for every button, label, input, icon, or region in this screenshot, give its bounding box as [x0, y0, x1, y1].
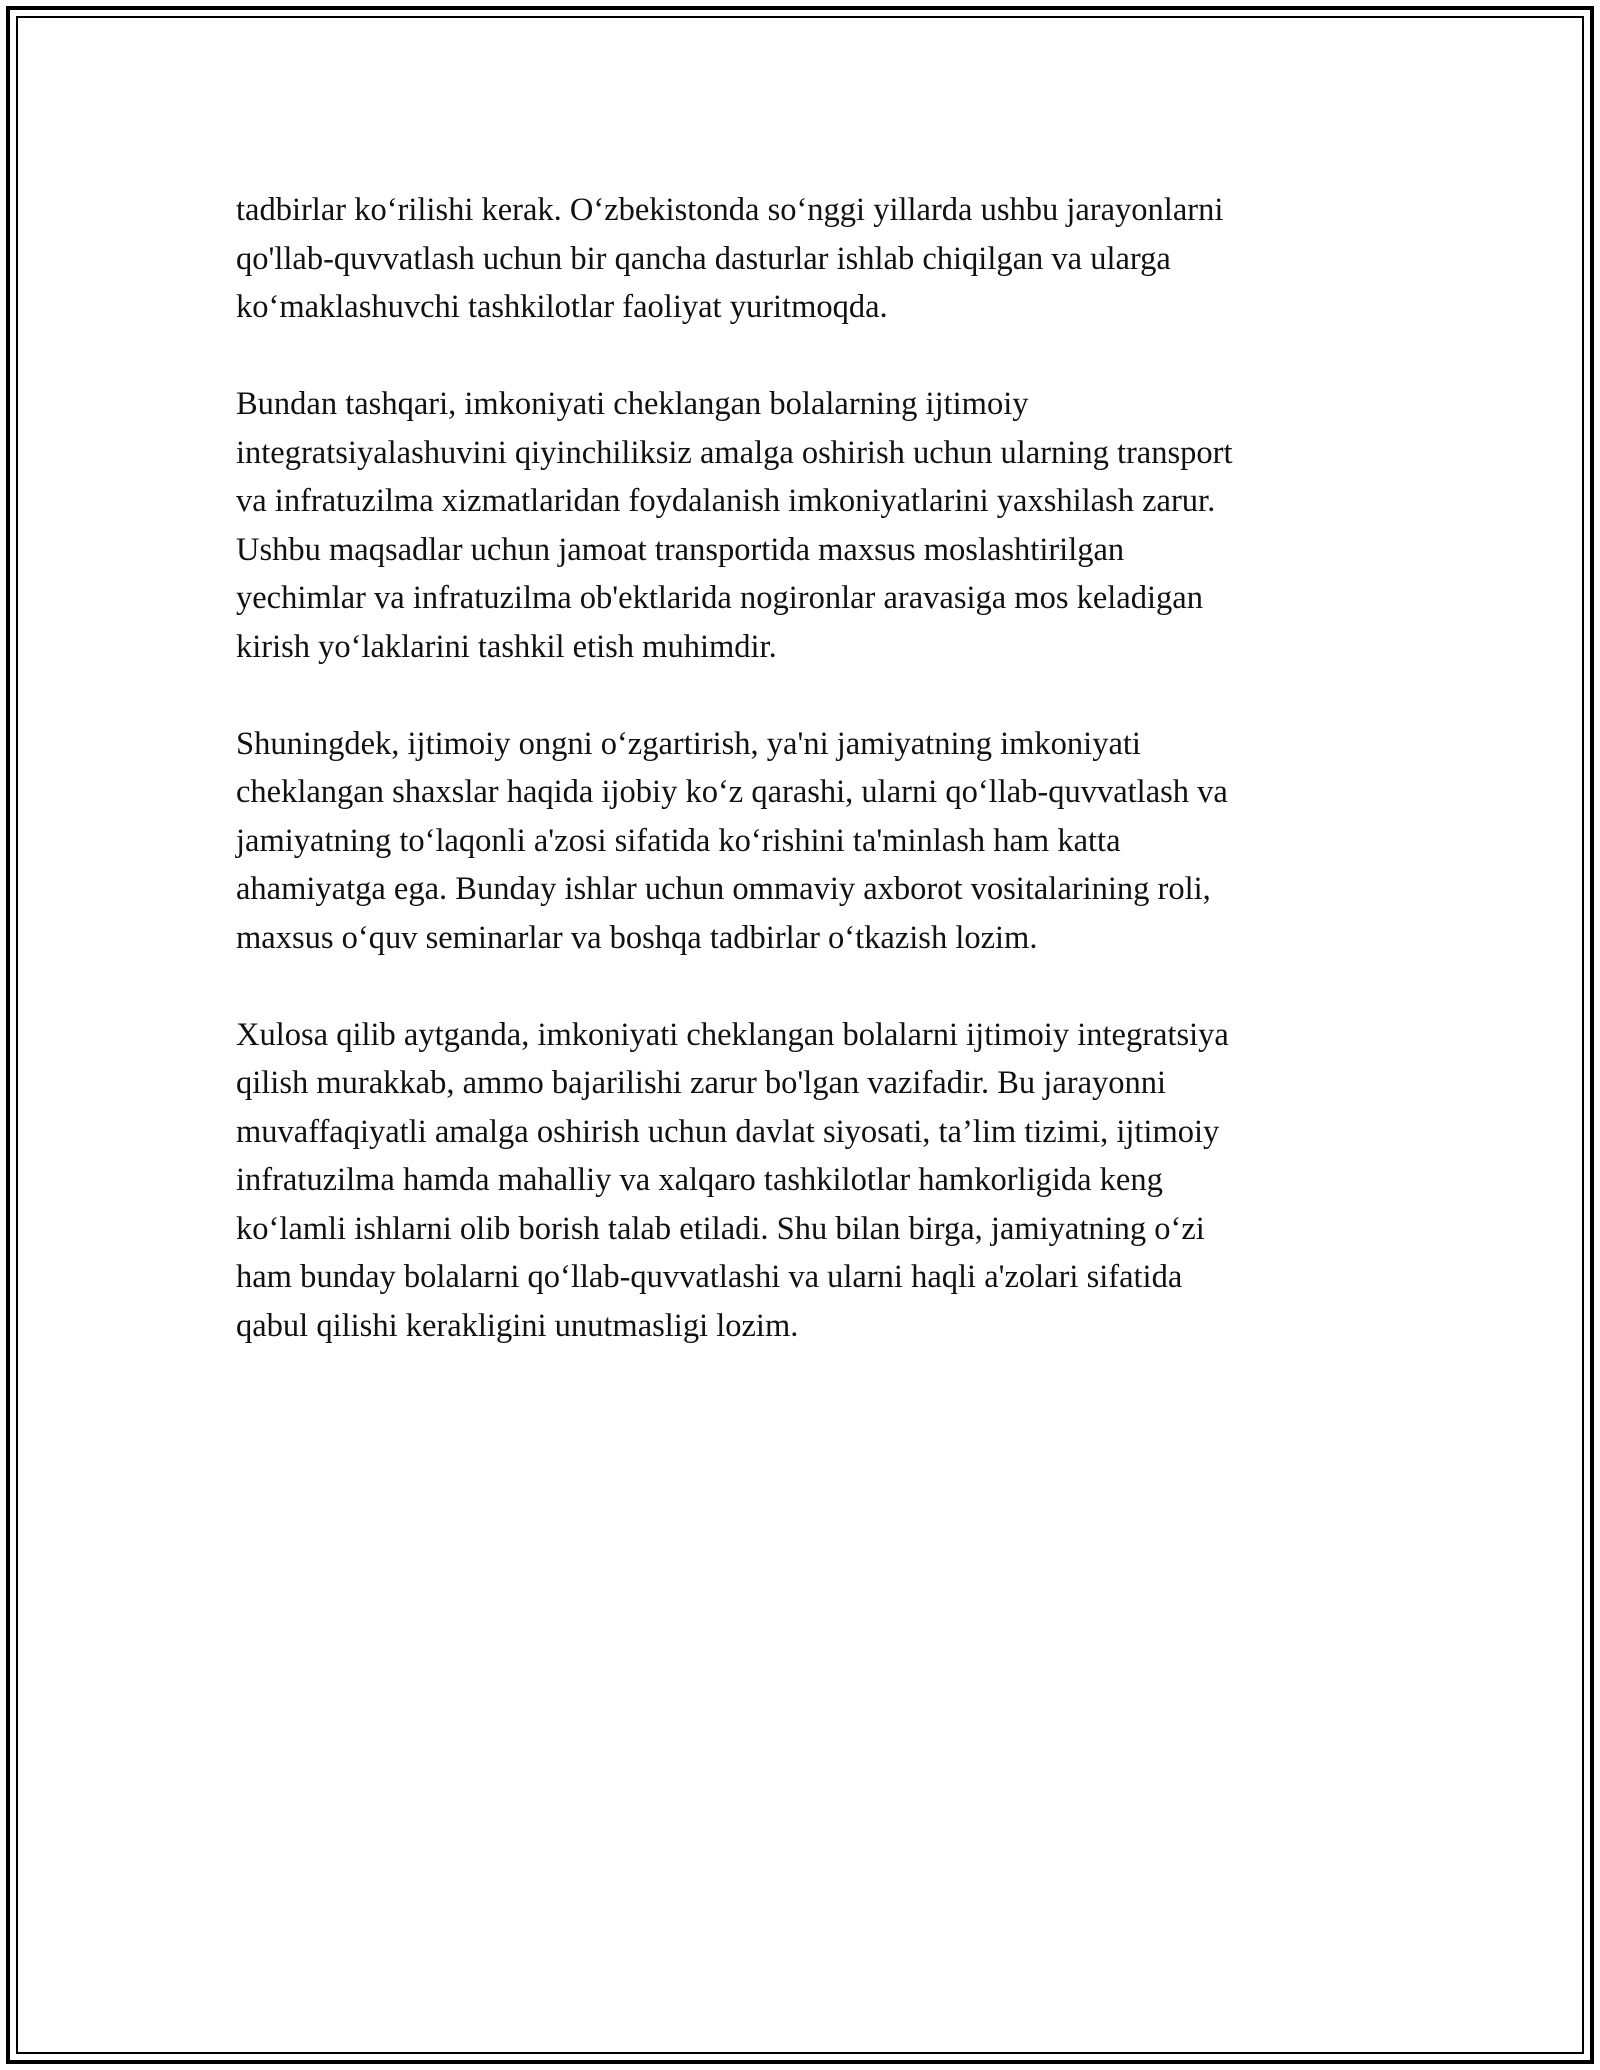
- text-line: Shuningdek, ijtimoiy ongni o‘zgartirish, ya'ni jamiyatning imkoniyati: [236, 725, 1141, 762]
- text-line: kirish yo‘laklarini tashkil etish muhimdir.: [236, 628, 777, 665]
- text-line: ko‘lamli ishlarni olib borish talab etiladi. Shu bilan birga, jamiyatning o‘zi: [236, 1210, 1205, 1247]
- paragraph-4: [236, 1011, 1370, 1351]
- text-line: infratuzilma hamda mahalliy va xalqaro tashkilotlar hamkorligida keng: [236, 1162, 1163, 1198]
- paragraph-1: [236, 186, 1370, 332]
- text-line: cheklangan shaxslar haqida ijobiy ko‘z qarashi, ularni qo‘llab-quvvatlash va: [236, 774, 1228, 810]
- document-body: [236, 186, 1370, 1399]
- text-line: va infratuzilma xizmatlaridan foydalanish imkoniyatlarini yaxshilash zarur.: [236, 483, 1216, 519]
- text-line: ko‘maklashuvchi tashkilotlar faoliyat yuritmoqda.: [236, 289, 888, 325]
- text-line: integratsiyalashuvini qiyinchiliksiz amalga oshirish uchun ularning transport: [236, 434, 1233, 471]
- paragraph-3: [236, 720, 1370, 963]
- text-line: qo'llab-quvvatlash uchun bir qancha dasturlar ishlab chiqilgan va ularga: [236, 240, 1171, 277]
- text-line: muvaffaqiyatli amalga oshirish uchun davlat siyosati, ta’lim tizimi, ijtimoiy: [236, 1113, 1220, 1150]
- text-line: maxsus o‘quv seminarlar va boshqa tadbirlar o‘tkazish lozim.: [236, 919, 1038, 956]
- text-line: qilish murakkab, ammo bajarilishi zarur bo'lgan vazifadir. Bu jarayonni: [236, 1065, 1167, 1101]
- text-line: ham bunday bolalarni qo‘llab-quvvatlashi va ularni haqli a'zolari sifatida: [236, 1259, 1183, 1295]
- text-line: Xulosa qilib aytganda, imkoniyati cheklangan bolalarni ijtimoiy integratsiya: [236, 1016, 1229, 1053]
- text-line: qabul qilishi kerakligini unutmasligi lozim.: [236, 1307, 799, 1344]
- text-line: Bundan tashqari, imkoniyati cheklangan bolalarning ijtimoiy: [236, 386, 1029, 422]
- text-line: yechimlar va infratuzilma ob'ektlarida nogironlar aravasiga mos keladigan: [236, 580, 1203, 616]
- text-line: Ushbu maqsadlar uchun jamoat transportida maxsus moslashtirilgan: [236, 531, 1125, 568]
- text-line: jamiyatning to‘laqonli a'zosi sifatida ko‘rishini ta'minlash ham katta: [236, 822, 1121, 859]
- text-line: ahamiyatga ega. Bunday ishlar uchun ommaviy axborot vositalarining roli,: [236, 871, 1211, 907]
- text-line: tadbirlar ko‘rilishi kerak. O‘zbekistonda so‘nggi yillarda ushbu jarayonlarni: [236, 192, 1224, 228]
- paragraph-2: [236, 380, 1370, 671]
